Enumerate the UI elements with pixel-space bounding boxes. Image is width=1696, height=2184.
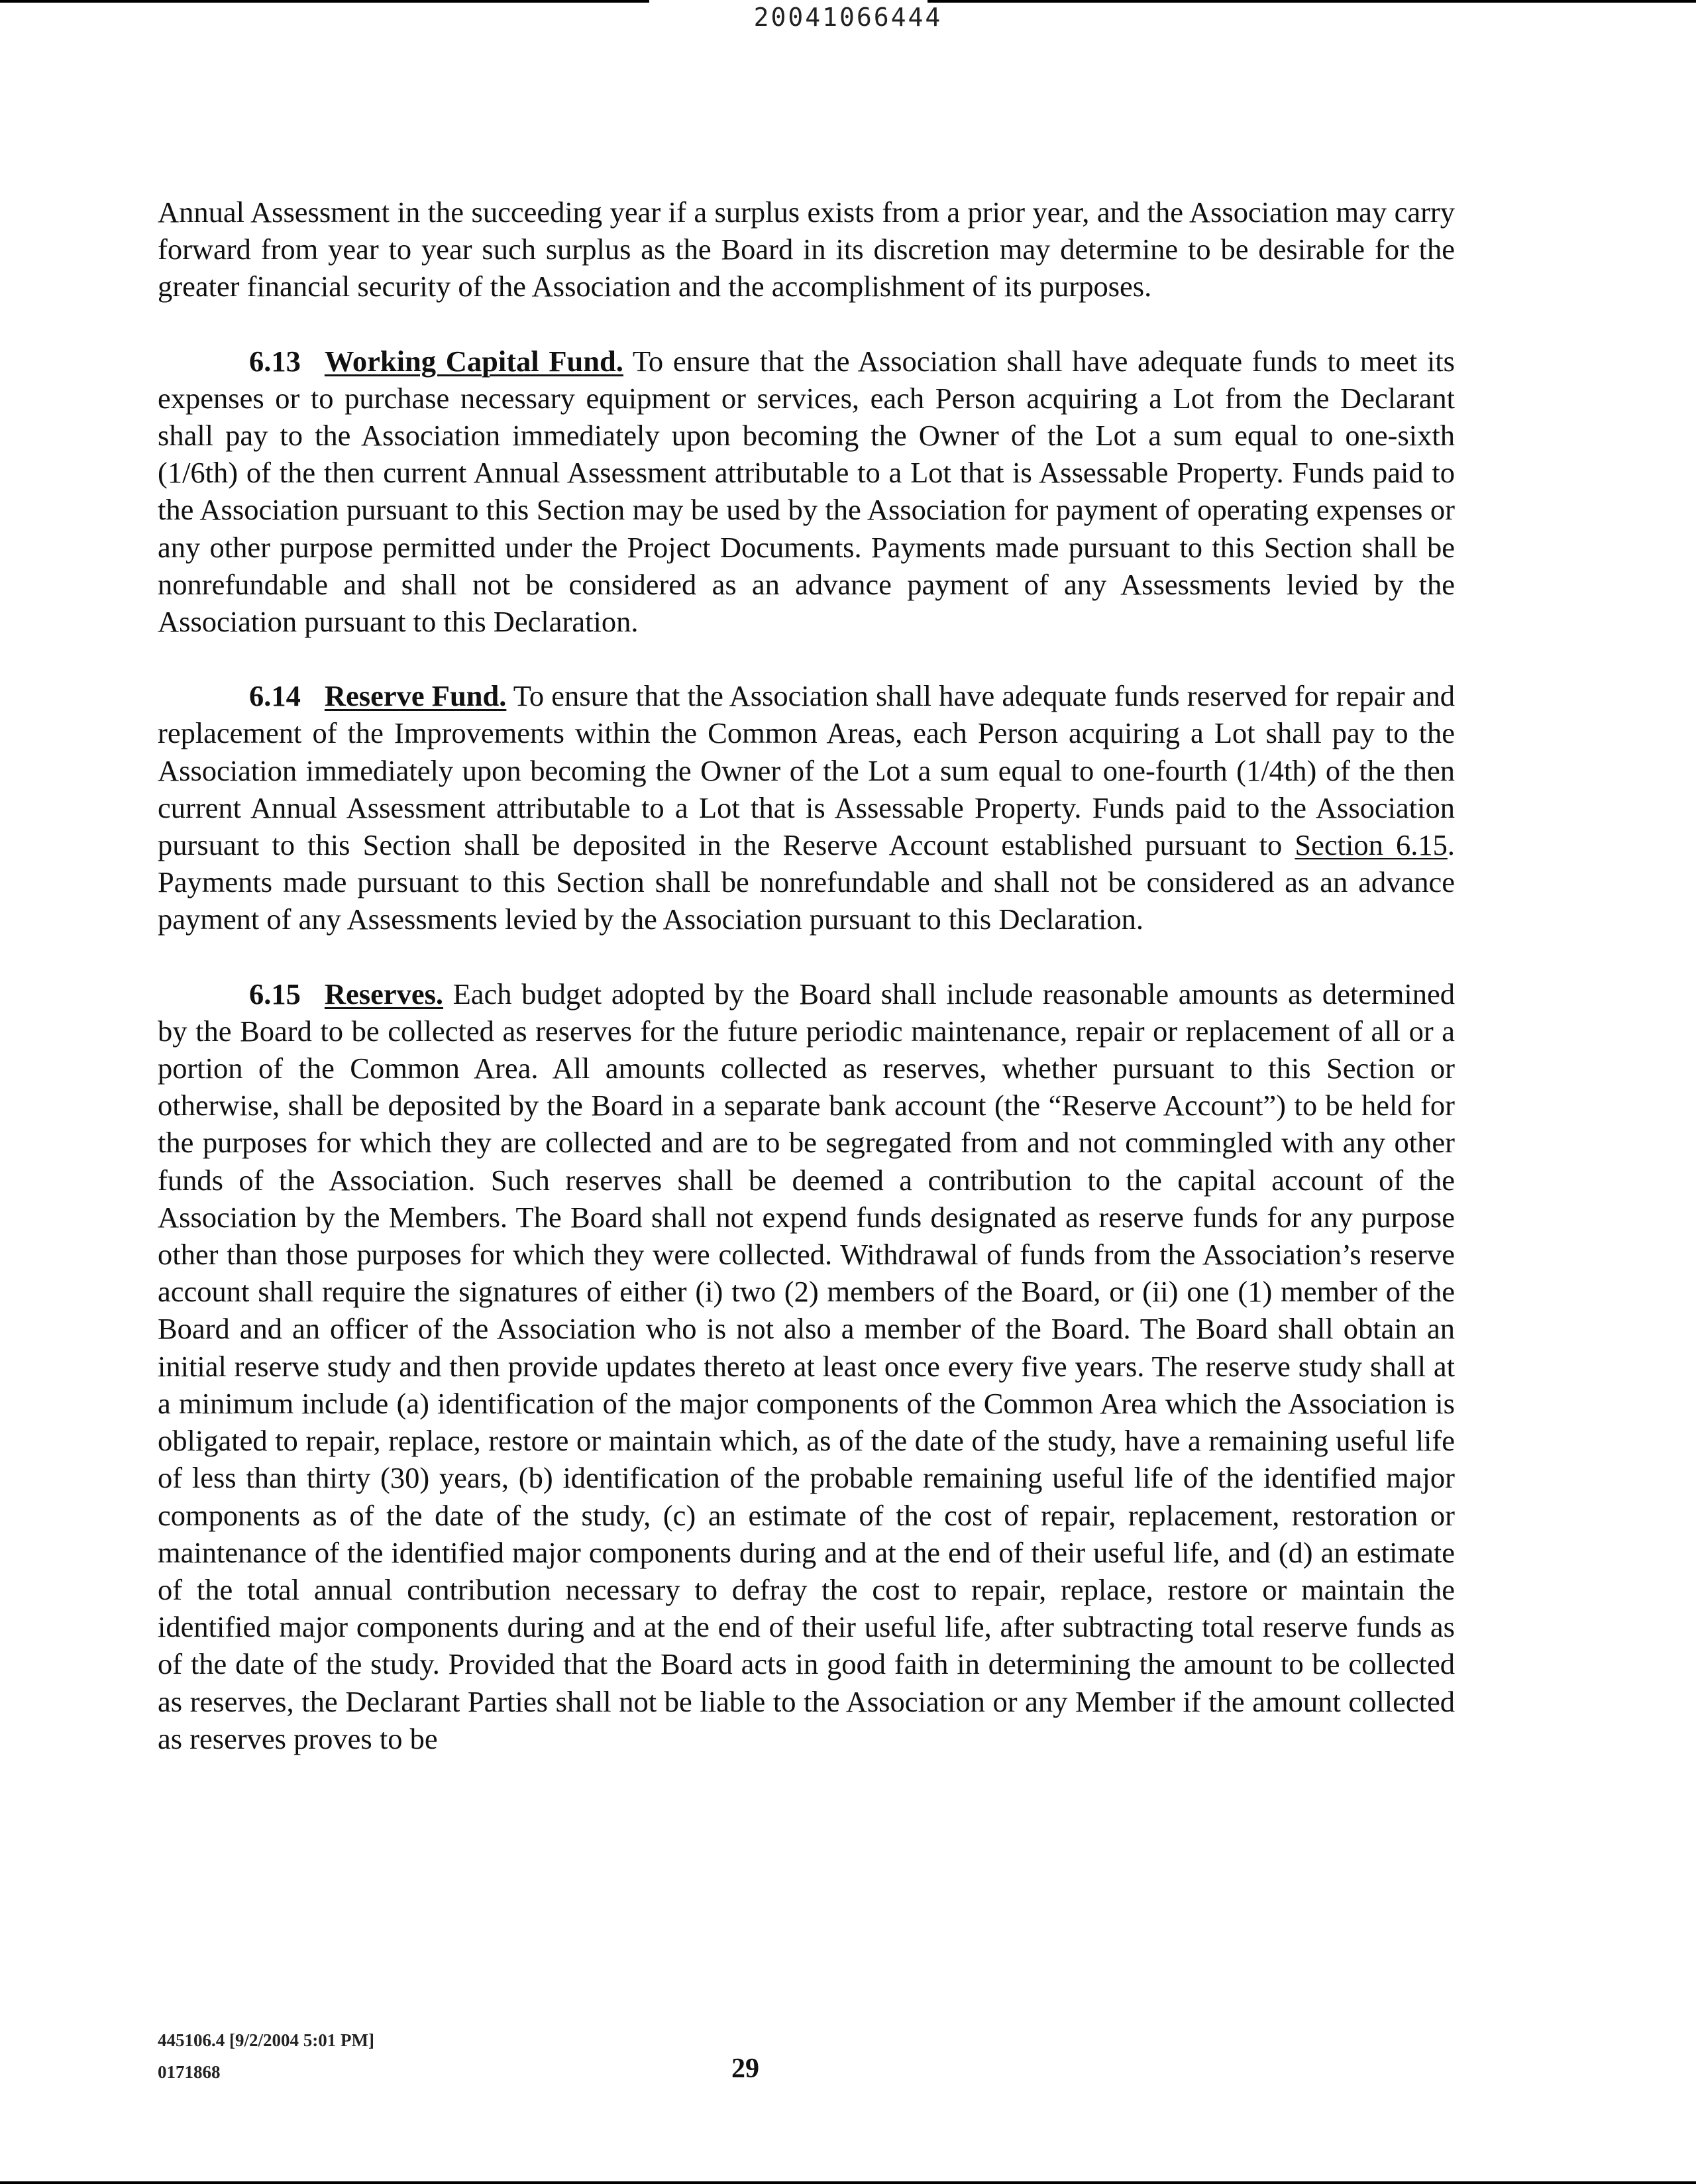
document-body	[158, 193, 1455, 1794]
section-text-continued: . Payments made pursuant to this Section shall be nonrefundable and shall not be considered as an advance payment of any Assessments levied by the Association pursuant to this Declaration.	[158, 828, 1455, 936]
section-6-15	[158, 975, 1455, 1757]
bottom-border	[0, 2181, 1696, 2184]
footer-file-number: 0171868	[158, 2062, 221, 2082]
section-number: 6.15	[249, 977, 301, 1010]
section-number: 6.13	[249, 344, 301, 378]
section-title: Reserves.	[324, 977, 444, 1010]
section-title: Reserve Fund.	[324, 679, 507, 713]
section-text: To ensure that the Association shall have adequate funds reserved for repair and replacement of the Improvements within the Common Areas, each Person acquiring a Lot shall pay to the Association immediately upon becoming the Owner of the Lot a sum equal to one-fourth (1/4th) of the then current Annual Assessment attributable to a Lot that is Assessable Property. Funds paid to the Association pursuant to this Section shall be deposited in the Reserve Account established pursuant to	[158, 679, 1456, 862]
recording-number: 20041066444	[753, 3, 943, 32]
section-cross-reference: Section 6.15	[1295, 828, 1448, 862]
section-number: 6.14	[249, 679, 301, 713]
page-number: 29	[731, 2053, 759, 2084]
paragraph-continuation	[158, 193, 1455, 305]
footer-doc-ref: 445106.4 [9/2/2004 5:01 PM]	[158, 2030, 374, 2050]
section-text: To ensure that the Association shall have adequate funds to meet its expenses or to purchase necessary equipment or services, each Person acquiring a Lot from the Declarant shall pay to the Association immediately upon becoming the Owner of the Lot a sum equal to one-sixth (1/6th) of the then current Annual Assessment attributable to a Lot that is Assessable Property. Funds paid to the Association pursuant to this Section may be used by the Association for payment of operating expenses or any other purpose permitted under the Project Documents. Payments made pursuant to this Section shall be nonrefundable and shall not be considered as an advance payment of any Assessments levied by the Association pursuant to this Declaration.	[158, 344, 1455, 639]
section-text: Each budget adopted by the Board shall include reasonable amounts as determined by the Board to be collected as reserves for the future periodic maintenance, repair or replacement of all or a portion of the Common Area. All amounts collected as reserves, whether pursuant to this Section or otherwise, shall be deposited by the Board in a separate bank account (the “Reserve Account”) to be held for the purposes for which they are collected and are to be segregated from and not commingled with any other funds of the Association. Such reserves shall be deemed a contribution to the capital account of the Association by the Members. The Board shall not expend funds designated as reserve funds for any purpose other than those purposes for which they were collected. Withdrawal of funds from the Association’s reserve account shall require the signatures of either (i) two (2) members of the Board, or (ii) one (1) member of the Board and an officer of the Association who is not also a member of the Board. The Board shall obtain an initial reserve study and then provide updates thereto at least once every five years. The reserve study shall at a minimum include (a) identification of the major components of the Common Area which the Association is obligated to repair, replace, restore or maintain which, as of the date of the study, have a remaining useful life of less than thirty (30) years, (b) identification of the probable remaining useful life of the identified major components as of the date of the study, (c) an estimate of the cost of repair, replacement, restoration or maintenance of the identified major components during and at the end of their useful life, and (d) an estimate of the total annual contribution necessary to defray the cost to repair, replace, restore or maintain the identified major components during and at the end of their useful life, after subtracting total reserve funds as of the date of the study. Provided that the Board acts in good faith in determining the amount to be collected as reserves, the Declarant Parties shall not be liable to the Association or any Member if the amount collected as reserves proves to be	[158, 977, 1455, 1755]
section-6-13	[158, 343, 1455, 641]
section-title: Working Capital Fund.	[324, 344, 623, 378]
paragraph-text: Annual Assessment in the succeeding year if a surplus exists from a prior year, and the Association may carry forward from year to year such surplus as the Board in its discretion may determine to be desirable for the greater financial security of the Association and the accomplishment of its purposes.	[158, 195, 1455, 303]
section-6-14	[158, 677, 1455, 938]
